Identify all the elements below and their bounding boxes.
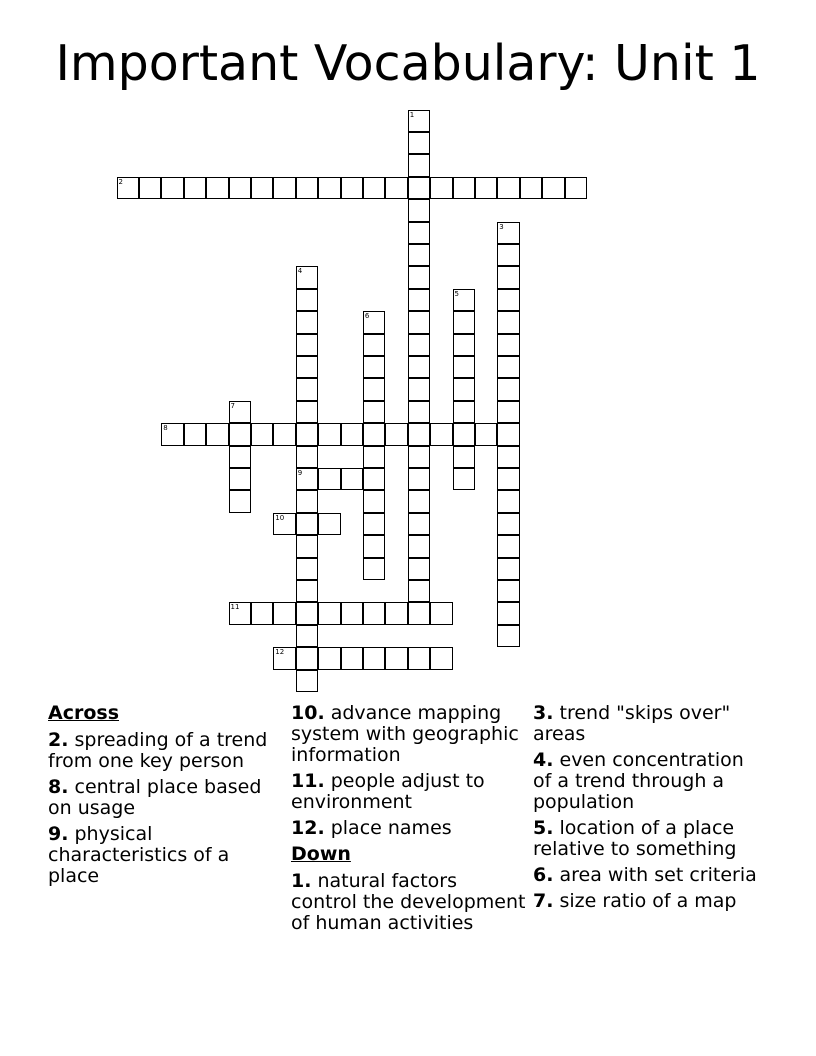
grid-cell[interactable] — [497, 490, 520, 513]
grid-cell[interactable] — [296, 289, 319, 312]
grid-cell[interactable] — [251, 177, 274, 200]
grid-cell[interactable] — [296, 468, 319, 491]
grid-cell[interactable] — [341, 423, 364, 446]
grid-cell[interactable] — [453, 401, 476, 424]
grid-cell[interactable] — [497, 580, 520, 603]
grid-cell[interactable] — [161, 177, 184, 200]
grid-cell[interactable] — [296, 266, 319, 289]
grid-cell[interactable] — [363, 490, 386, 513]
clue-number: 6 — [364, 312, 370, 321]
grid-cell[interactable] — [363, 334, 386, 357]
grid-cell[interactable] — [273, 513, 296, 536]
clue-across-9: 9. physical characteristics of a place — [48, 823, 230, 887]
grid-cell[interactable] — [497, 446, 520, 469]
grid-cell[interactable] — [565, 177, 588, 200]
grid-cell[interactable] — [117, 177, 140, 200]
grid-cell[interactable] — [497, 535, 520, 558]
grid-cell[interactable] — [229, 401, 252, 424]
clue-number: 10 — [275, 513, 285, 522]
grid-cell[interactable] — [229, 423, 252, 446]
grid-cell[interactable] — [341, 468, 364, 491]
grid-cell[interactable] — [363, 535, 386, 558]
grid-cell[interactable] — [229, 490, 252, 513]
grid-cell[interactable] — [475, 423, 498, 446]
grid-cell[interactable] — [408, 132, 431, 155]
grid-cell[interactable] — [341, 177, 364, 200]
grid-cell[interactable] — [363, 401, 386, 424]
grid-cell[interactable] — [453, 446, 476, 469]
clue-number: 2 — [118, 177, 123, 186]
clue-number: 8 — [163, 424, 168, 433]
clue-number: 7 — [230, 401, 235, 410]
clue-number: 5 — [454, 289, 459, 298]
grid-cell[interactable] — [296, 334, 319, 357]
grid-cell[interactable] — [453, 177, 476, 200]
grid-cell[interactable] — [206, 423, 229, 446]
grid-cell[interactable] — [497, 266, 520, 289]
grid-cell[interactable] — [520, 177, 543, 200]
clue-column-3 — [533, 703, 763, 917]
grid-cell[interactable] — [430, 602, 453, 625]
grid-cell[interactable] — [296, 401, 319, 424]
grid-cell[interactable] — [408, 558, 431, 581]
clue-number: 9 — [297, 468, 303, 477]
grid-cell[interactable] — [206, 177, 229, 200]
grid-cell[interactable] — [408, 647, 431, 670]
grid-cell[interactable] — [184, 423, 207, 446]
grid-cell[interactable] — [385, 423, 408, 446]
grid-cell[interactable] — [497, 423, 520, 446]
grid-cell[interactable] — [341, 602, 364, 625]
clue-number: 3 — [499, 222, 504, 231]
clue-down-7: 7. size ratio of a map — [533, 890, 737, 912]
grid-cell[interactable] — [497, 468, 520, 491]
grid-cell[interactable] — [296, 602, 319, 625]
grid-cell[interactable] — [408, 446, 431, 469]
grid-cell[interactable] — [497, 356, 520, 379]
grid-cell[interactable] — [318, 177, 341, 200]
grid-cell[interactable] — [318, 602, 341, 625]
grid-cell[interactable] — [273, 177, 296, 200]
grid-cell[interactable] — [296, 446, 319, 469]
grid-cell[interactable] — [542, 177, 565, 200]
grid-cell[interactable] — [363, 423, 386, 446]
grid-cell[interactable] — [408, 356, 431, 379]
grid-cell[interactable] — [497, 289, 520, 312]
grid-cell[interactable] — [408, 490, 431, 513]
clue-column-2 — [291, 703, 526, 939]
grid-cell[interactable] — [296, 423, 319, 446]
grid-cell[interactable] — [408, 602, 431, 625]
grid-cell[interactable] — [363, 311, 386, 334]
grid-cell[interactable] — [273, 423, 296, 446]
grid-cell[interactable] — [296, 177, 319, 200]
clue-number: 11 — [230, 603, 240, 612]
page-title: Important Vocabulary: Unit 1 — [55, 35, 761, 92]
grid-cell[interactable] — [296, 535, 319, 558]
grid-cell[interactable] — [408, 580, 431, 603]
grid-cell[interactable] — [296, 670, 319, 693]
grid-cell[interactable] — [408, 199, 431, 222]
grid-cell[interactable] — [408, 513, 431, 536]
grid-cell[interactable] — [385, 602, 408, 625]
across-heading: Across — [48, 702, 120, 724]
clue-number: 1 — [409, 110, 415, 119]
grid-cell[interactable] — [296, 356, 319, 379]
clue-number: 12 — [275, 648, 285, 657]
grid-cell[interactable] — [296, 558, 319, 581]
clue-column-1 — [48, 703, 278, 892]
grid-cell[interactable] — [497, 244, 520, 267]
clue-across-2: 2. spreading of a trend from one key person — [48, 729, 268, 772]
clue-down-6: 6. area with set criteria — [533, 864, 757, 886]
clue-down-4: 4. even concentration of a trend through a population — [533, 749, 744, 813]
grid-cell[interactable] — [408, 154, 431, 177]
grid-cell[interactable] — [408, 244, 431, 267]
grid-cell[interactable] — [408, 266, 431, 289]
grid-cell[interactable] — [296, 378, 319, 401]
grid-cell[interactable] — [363, 356, 386, 379]
grid-cell[interactable] — [408, 378, 431, 401]
grid-cell[interactable] — [497, 311, 520, 334]
grid-cell[interactable] — [497, 625, 520, 648]
grid-cell[interactable] — [296, 647, 319, 670]
grid-cell[interactable] — [497, 558, 520, 581]
grid-cell[interactable] — [453, 423, 476, 446]
grid-cell[interactable] — [453, 378, 476, 401]
grid-cell[interactable] — [408, 311, 431, 334]
grid-cell[interactable] — [363, 446, 386, 469]
grid-cell[interactable] — [363, 647, 386, 670]
grid-cell[interactable] — [318, 647, 341, 670]
grid-cell[interactable] — [229, 446, 252, 469]
grid-cell[interactable] — [430, 177, 453, 200]
grid-cell[interactable] — [296, 580, 319, 603]
grid-cell[interactable] — [363, 177, 386, 200]
clue-across-8: 8. central place based on usage — [48, 776, 262, 819]
grid-cell[interactable] — [408, 222, 431, 245]
grid-cell[interactable] — [363, 513, 386, 536]
grid-cell[interactable] — [251, 423, 274, 446]
grid-cell[interactable] — [363, 468, 386, 491]
grid-cell[interactable] — [161, 423, 184, 446]
clue-down-3: 3. trend "skips over" areas — [533, 702, 731, 745]
grid-cell[interactable] — [139, 177, 162, 200]
grid-cell[interactable] — [408, 289, 431, 312]
grid-cell[interactable] — [497, 513, 520, 536]
grid-cell[interactable] — [408, 177, 431, 200]
grid-cell[interactable] — [273, 602, 296, 625]
grid-cell[interactable] — [408, 468, 431, 491]
grid-cell[interactable] — [497, 334, 520, 357]
grid-cell[interactable] — [296, 311, 319, 334]
grid-cell[interactable] — [341, 647, 364, 670]
grid-cell[interactable] — [475, 177, 498, 200]
grid-cell[interactable] — [385, 647, 408, 670]
grid-cell[interactable] — [497, 378, 520, 401]
grid-cell[interactable] — [453, 468, 476, 491]
grid-cell[interactable] — [497, 602, 520, 625]
grid-cell[interactable] — [296, 625, 319, 648]
clue-number: 4 — [297, 267, 303, 276]
grid-cell[interactable] — [184, 177, 207, 200]
grid-cell[interactable] — [408, 535, 431, 558]
grid-cell[interactable] — [453, 334, 476, 357]
grid-cell[interactable] — [497, 401, 520, 424]
grid-cell[interactable] — [453, 311, 476, 334]
grid-cell[interactable] — [408, 334, 431, 357]
clue-across-12: 12. place names — [291, 817, 452, 839]
grid-cell[interactable] — [385, 177, 408, 200]
grid-cell[interactable] — [430, 647, 453, 670]
grid-cell[interactable] — [318, 468, 341, 491]
grid-cell[interactable] — [229, 602, 252, 625]
grid-cell[interactable] — [363, 602, 386, 625]
grid-cell[interactable] — [453, 289, 476, 312]
clue-down-1: 1. natural factors control the development of human activities — [291, 870, 526, 934]
grid-cell[interactable] — [408, 401, 431, 424]
grid-cell[interactable] — [408, 110, 431, 133]
clue-down-5: 5. location of a place relative to something — [533, 817, 737, 860]
grid-cell[interactable] — [229, 468, 252, 491]
grid-cell[interactable] — [363, 378, 386, 401]
grid-cell[interactable] — [408, 423, 431, 446]
grid-cell[interactable] — [251, 602, 274, 625]
grid-cell[interactable] — [363, 558, 386, 581]
grid-cell[interactable] — [273, 647, 296, 670]
clue-across-10: 10. advance mapping system with geographic information — [291, 702, 519, 766]
grid-cell[interactable] — [430, 423, 453, 446]
clue-across-11: 11. people adjust to environment — [291, 770, 485, 813]
grid-cell[interactable] — [453, 356, 476, 379]
grid-cell[interactable] — [296, 513, 319, 536]
grid-cell[interactable] — [296, 490, 319, 513]
grid-cell[interactable] — [318, 423, 341, 446]
grid-cell[interactable] — [497, 222, 520, 245]
grid-cell[interactable] — [318, 513, 341, 536]
grid-cell[interactable] — [497, 177, 520, 200]
grid-cell[interactable] — [229, 177, 252, 200]
down-heading: Down — [291, 843, 351, 865]
